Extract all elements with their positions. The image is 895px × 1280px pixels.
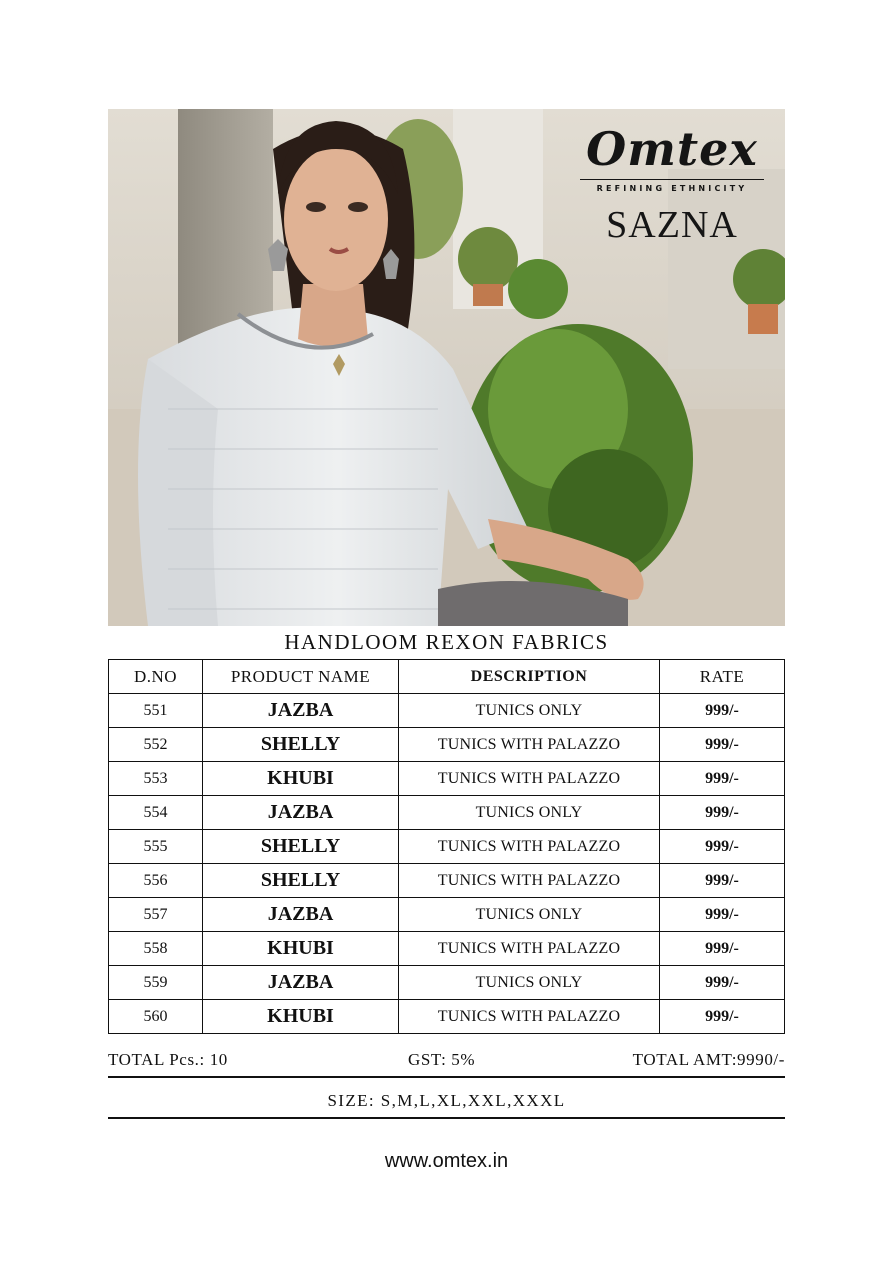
website-link[interactable]: www.omtex.in — [384, 1150, 509, 1172]
cell-dno: 551 — [109, 694, 203, 728]
cell-description: TUNICS ONLY — [399, 796, 660, 830]
fabric-title: HANDLOOM REXON FABRICS — [284, 630, 609, 654]
cell-description: TUNICS WITH PALAZZO — [399, 864, 660, 898]
cell-dno: 558 — [109, 932, 203, 966]
table-row — [109, 898, 785, 932]
totals-row — [108, 1050, 785, 1074]
brand-tagline: REFINING ETHNICITY — [596, 184, 748, 193]
cell-dno: 554 — [109, 796, 203, 830]
header-description: DESCRIPTION — [399, 660, 660, 694]
cell-product-name: JAZBA — [203, 694, 399, 728]
cell-description: TUNICS WITH PALAZZO — [399, 1000, 660, 1034]
cell-description: TUNICS ONLY — [399, 694, 660, 728]
cell-dno: 556 — [109, 864, 203, 898]
table-header-row — [109, 660, 785, 694]
cell-rate: 999/- — [660, 694, 785, 728]
cell-product-name: SHELLY — [203, 830, 399, 864]
divider-line — [108, 1076, 785, 1078]
divider-line — [108, 1117, 785, 1119]
cell-rate: 999/- — [660, 728, 785, 762]
size-list: SIZE: S,M,L,XL,XXL,XXXL — [327, 1091, 566, 1110]
gst-rate: GST: 5% — [408, 1050, 476, 1069]
cell-description: TUNICS WITH PALAZZO — [399, 728, 660, 762]
table-row — [109, 830, 785, 864]
cell-product-name: SHELLY — [203, 864, 399, 898]
cell-description: TUNICS ONLY — [399, 966, 660, 1000]
header-dno: D.NO — [109, 660, 203, 694]
cell-product-name: JAZBA — [203, 796, 399, 830]
cell-rate: 999/- — [660, 898, 785, 932]
cell-dno: 555 — [109, 830, 203, 864]
cell-description: TUNICS WITH PALAZZO — [399, 762, 660, 796]
table-row — [109, 966, 785, 1000]
rate-table — [108, 659, 785, 1034]
table-row — [109, 762, 785, 796]
cell-product-name: KHUBI — [203, 1000, 399, 1034]
total-amount: TOTAL AMT:9990/- — [632, 1050, 785, 1069]
table-row — [109, 694, 785, 728]
cell-rate: 999/- — [660, 830, 785, 864]
table-row — [109, 864, 785, 898]
cell-product-name: SHELLY — [203, 728, 399, 762]
cell-product-name: JAZBA — [203, 966, 399, 1000]
table-row — [109, 728, 785, 762]
cell-product-name: JAZBA — [203, 898, 399, 932]
cell-description: TUNICS WITH PALAZZO — [399, 830, 660, 864]
total-pieces: TOTAL Pcs.: 10 — [108, 1050, 228, 1069]
cell-product-name: KHUBI — [203, 932, 399, 966]
cell-rate: 999/- — [660, 864, 785, 898]
cell-rate: 999/- — [660, 932, 785, 966]
table-row — [109, 796, 785, 830]
cell-dno: 560 — [109, 1000, 203, 1034]
brand-block — [572, 122, 772, 247]
cell-dno: 559 — [109, 966, 203, 1000]
hero-photo — [108, 109, 785, 626]
logo-divider — [580, 179, 764, 180]
cell-description: TUNICS WITH PALAZZO — [399, 932, 660, 966]
cell-rate: 999/- — [660, 966, 785, 1000]
cell-product-name: KHUBI — [203, 762, 399, 796]
cell-dno: 552 — [109, 728, 203, 762]
cell-description: TUNICS ONLY — [399, 898, 660, 932]
table-row — [109, 1000, 785, 1034]
cell-dno: 553 — [109, 762, 203, 796]
header-rate: RATE — [660, 660, 785, 694]
cell-dno: 557 — [109, 898, 203, 932]
header-product-name: PRODUCT NAME — [203, 660, 399, 694]
cell-rate: 999/- — [660, 796, 785, 830]
table-row — [109, 932, 785, 966]
cell-rate: 999/- — [660, 1000, 785, 1034]
brand-logo: Omtex — [586, 122, 758, 176]
cell-rate: 999/- — [660, 762, 785, 796]
collection-title: SAZNA — [606, 204, 738, 246]
